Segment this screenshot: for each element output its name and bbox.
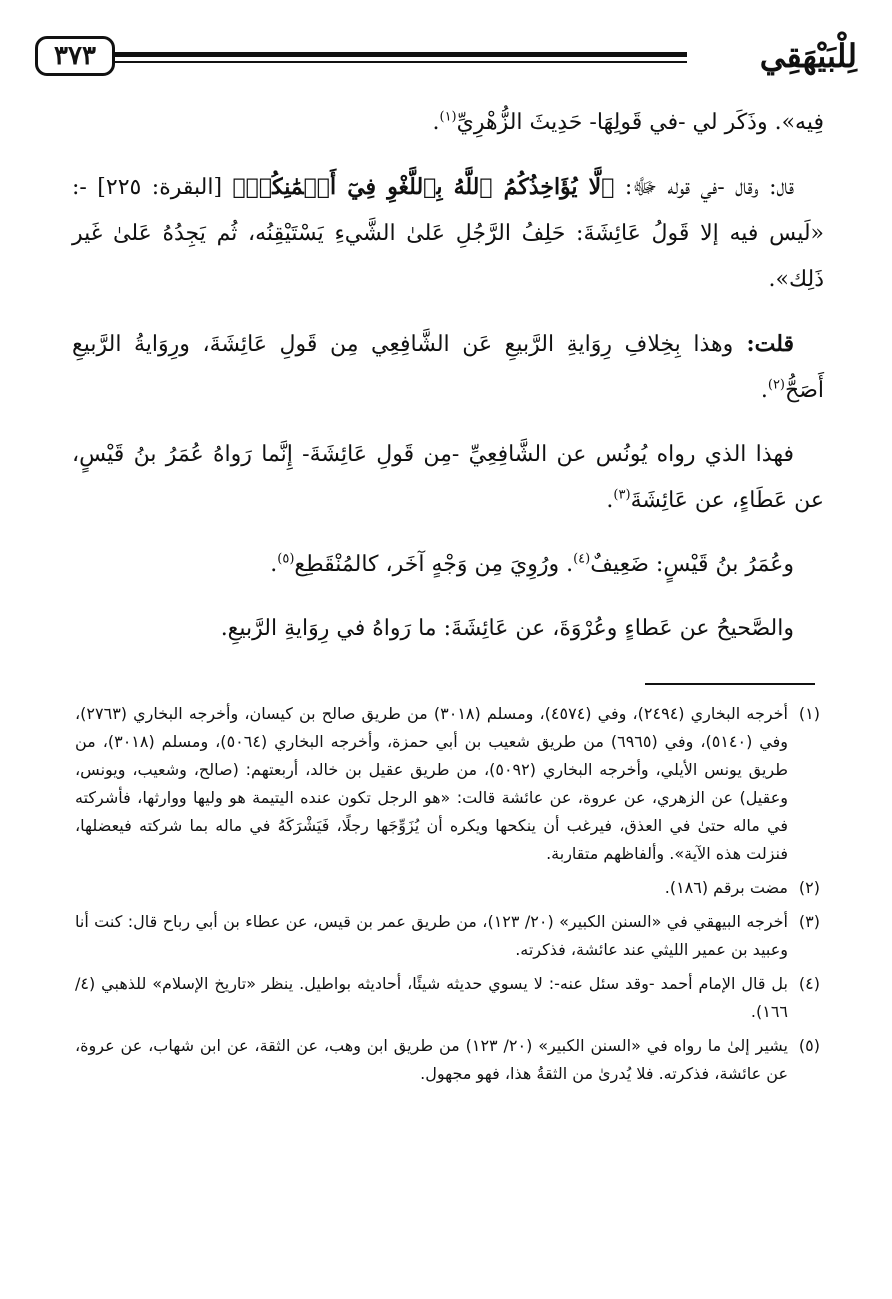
paragraph-2 [72,164,824,303]
footnote-ref-5[interactable]: (٥) [277,551,295,567]
footnote-2 [75,874,820,902]
paragraph-1-end: . [432,110,440,135]
paragraph-3-lead: قلت: [733,331,794,357]
footnote-text: بل قال الإمام أحمد -وقد سئل عنه-: لا يسوي حديثه شيئًا، أحاديثه بواطيل. ينظر «تاريخ الإسلام» للذهبي (٤/ ١٦٦). [75,974,788,1021]
paragraph-4 [72,432,824,524]
footnote-number: (٢) [798,878,820,897]
page-header [35,30,857,90]
paragraph-5-text-a: وعُمَرُ بنُ قَيْسٍ: ضَعِيفٌ [590,552,794,577]
footnote-ref-4[interactable]: (٤) [573,551,591,567]
header-rule-thick [115,52,687,57]
paragraph-5-text-b: . ورُوِيَ مِن وَجْهٍ آخَر، كالمُنْقَطِع [294,552,574,577]
footnote-text: أخرجه البيهقي في «السنن الكبير» (٢٠/ ١٢٣)، من طريق عمر بن قيس، عن عطاء بن أبي رباح قال: كنت أنا وعبيد بن عمير الليثي عند عائشة، فذكرته. [75,912,789,959]
footnote-ref-1[interactable]: (١) [439,109,457,125]
paragraph-3 [72,321,824,414]
paragraph-5 [72,542,824,588]
paragraph-6-text: والصَّحيحُ عن عَطاءٍ وعُرْوَةَ، عن عَائِشَةَ: ما رَواهُ في رِوَايةِ الرَّبيعِ. [220,616,794,641]
paragraph-4-text: فهذا الذي رواه يُونُس عن الشَّافِعِيِّ -مِن قَولِ عَائِشَةَ- إِنَّما رَواهُ عُمَرُ بنُ قَيْسٍ، عن عَطَاءٍ، عن عَائِشَةَ [72,442,824,513]
paragraph-5-end: . [270,552,278,577]
main-text [72,100,824,670]
quran-verse: ﴿لَّا يُؤَاخِذُكُمُ ٱللَّهُ بِٱللَّغْوِ فِيٓ أَيۡمَٰنِكُمۡ﴾ [232,174,615,200]
footnote-5 [75,1032,820,1088]
footnote-3 [75,908,820,964]
footnote-number: (١) [798,704,820,723]
footnote-text: أخرجه البخاري (٢٤٩٤)، وفي (٤٥٧٤)، ومسلم (٣٠١٨) من طريق صالح بن كيسان، وأخرجه البخاري (٢٧٦٣)، وفي (٥١٤٠)، وفي (٦٩٦٥) من طريق شعيب بن أبي حمزة، وأخرجه البخاري (٥٠٦٤)، ومسلم (٣٠١٨)، من طريق يونس الأيلي، وأخرجه البخاري (٥٠٩٢)، من طريق عقيل بن خالد، أربعتهم: (صالح، وشعيب، ويونس، وعقيل) عن الزهري، عن عروة، عن عائشة قالت: «هو الرجل تكون عنده اليتيمة هو وليها ووارثها، فأشركته في ماله حتىٰ في العذق، فيرغب أن ينكحها ويكره أن يُزَوِّجَها رجلًا، فَيَشْرَكَهُ في ماله بما شركته فيعضلها، فنزلت هذه الآية». وألفاظهم متقاربة. [75,704,789,863]
surah-reference: [البقرة: ٢٢٥] [97,175,233,200]
paragraph-3-text: وهذا بِخِلافِ رِوَايةِ الرَّبيعِ عَن الشَّافِعِي مِن قَولِ عَائِشَةَ، ورِوَايةُ الرَّبيعِ أَصَحُّ [72,332,824,403]
paragraph-3-end: . [760,378,768,403]
footnote-ref-2[interactable]: (٢) [767,377,785,393]
paragraph-1 [72,100,824,146]
paragraph-2-text: -: «لَيس فيه إلا قَولُ عَائِشَةَ: حَلِفُ الرَّجُلِ عَلىٰ الشَّيءِ يَسْتَيْقِنُه، ثُم يَجِدُهُ عَلىٰ غَير ذَلِك». [72,175,824,292]
footnote-text: مضت برقم (١٨٦). [664,878,788,897]
paragraph-4-end: . [606,488,614,513]
footnote-ref-3[interactable]: (٣) [613,487,631,503]
footnote-separator [645,683,815,685]
footnote-number: (٥) [798,1036,820,1055]
footnote-number: (٣) [798,912,820,931]
footnote-4 [75,970,820,1026]
paragraph-2-lead: قال: وقال -في قوله ﷻ: [614,175,794,200]
page-number: ٣٧٣ [35,36,115,76]
book-title: لِلْبَيْهَقِي [759,37,857,75]
header-rule-thin [115,61,687,63]
footnote-number: (٤) [798,974,820,993]
footnote-1 [75,700,820,868]
footnotes [75,700,820,1094]
paragraph-6 [72,606,824,652]
paragraph-1-text: فِيه». وذَكَر لي -في قَولِهَا- حَدِيثَ الزُّهْرِيِّ [456,110,824,135]
footnote-text: يشير إلىٰ ما رواه في «السنن الكبير» (٢٠/ ١٢٣) من طريق ابن وهب، عن الثقة، عن ابن شهاب، عن عروة، عن عائشة، فذكرته. فلا يُدرىٰ من الثقةُ هذا، فهو مجهول. [75,1036,788,1083]
